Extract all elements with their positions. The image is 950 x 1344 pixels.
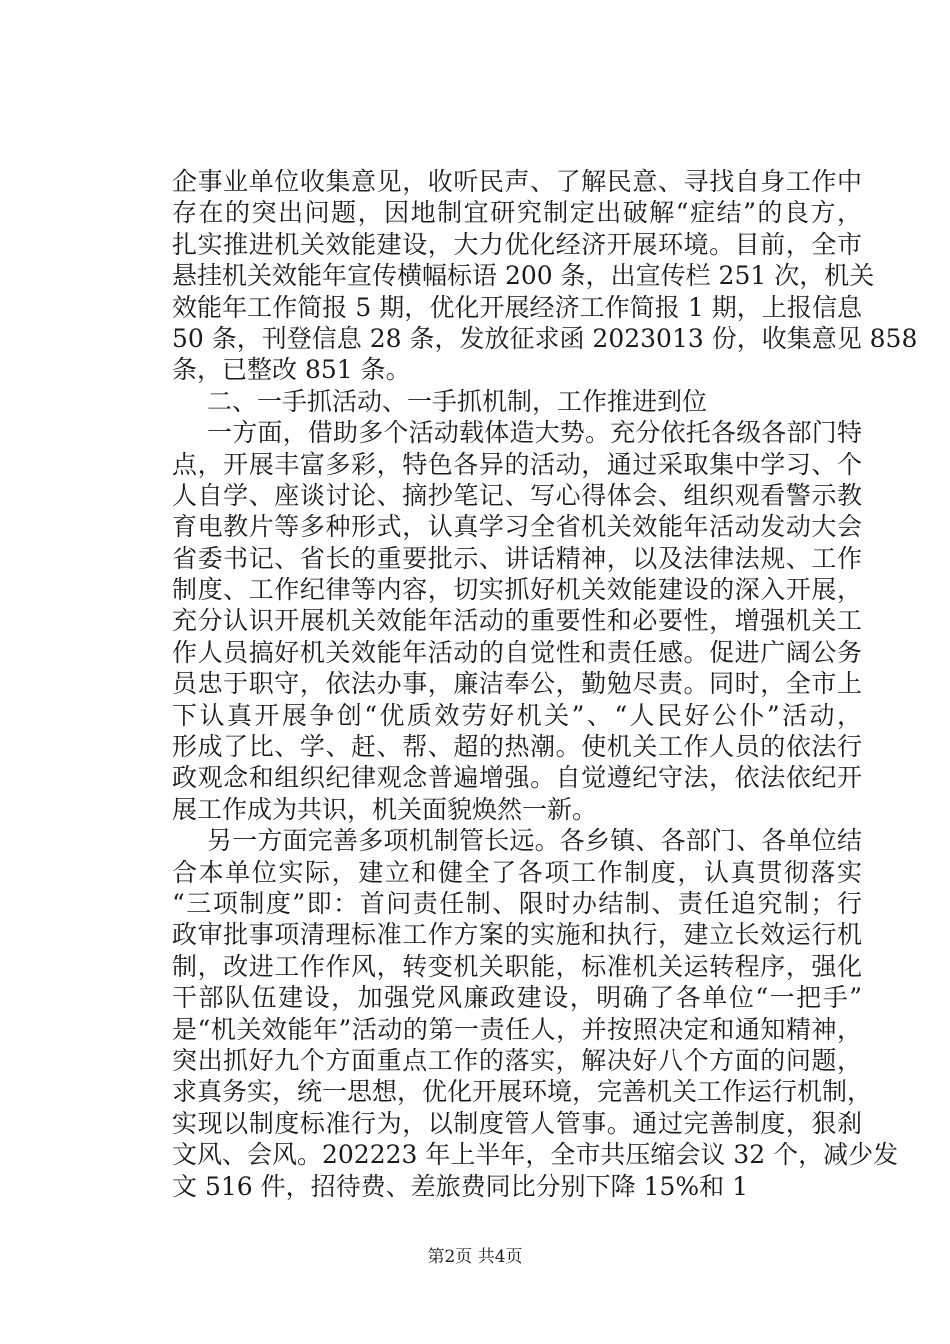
text-line: 省委书记、省长的重要批示、讲话精神，以及法律法规、工作 [172,543,862,573]
text-line: 是“机关效能年”活动的第一责任人，并按照决定和通知精神， [172,1014,862,1044]
text-line: 求真务实，统一思想，优化开展环境，完善机关工作运行机制， [172,1077,873,1107]
text-line: 实现以制度标准行为，以制度管人管事。通过完善制度，狠刹 [172,1108,862,1138]
text-line: 悬挂机关效能年宣传横幅标语 200 条，出宣传栏 251 次，机关 [172,261,875,291]
text-line: 下认真开展争创“优质效劳好机关”、“人民好公仆”活动， [172,700,862,730]
text-line: 员忠于职守，依法办事，廉洁奉公，勤勉尽责。同时，全市上 [172,669,862,699]
text-line: 效能年工作简报 5 期，优化开展经济工作简报 1 期，上报信息 [172,292,862,322]
text-line: 条，已整改 851 条。 [172,355,411,385]
text-line: 文 516 件，招待费、差旅费同比分别下降 15%和 1 [172,1171,748,1201]
text-line: 制，改进工作作风，转变机关职能，标准机关运转程序，强化 [172,951,862,981]
text-line: 另一方面完善多项机制管长远。各乡镇、各部门、各单位结 [207,826,862,856]
text-line: 干部队伍建设，加强党风廉政建设，明确了各单位“一把手” [172,983,862,1013]
text-line: 扎实推进机关效能建设，大力优化经济开展环境。目前，全市 [172,229,862,259]
text-line: “三项制度”即：首问责任制、限时办结制、责任追究制；行 [172,888,862,918]
text-line: 充分认识开展机关效能年活动的重要性和必要性，增强机关工 [172,606,862,636]
text-line: 文风、会风。202223 年上半年，全市共压缩会议 32 个，减少发 [172,1140,899,1170]
text-line: 制度、工作纪律等内容，切实抓好机关效能建设的深入开展， [172,575,862,605]
text-line: 作人员搞好机关效能年活动的自觉性和责任感。促进广阔公务 [172,637,862,667]
document-body [172,166,918,1202]
text-line: 存在的突出问题，因地制宜研究制定出破解“症结”的良方， [172,198,862,228]
text-line: 突出抓好九个方面重点工作的落实，解决好八个方面的问题， [172,1045,862,1075]
text-line: 二、一手抓活动、一手抓机制，工作推进到位 [207,386,708,416]
text-line: 50 条，刊登信息 28 条，发放征求函 2023013 份，收集意见 858 [172,323,918,353]
text-line: 人自学、座谈讨论、摘抄笔记、写心得体会、组织观看警示教 [172,480,862,510]
text-line: 形成了比、学、赶、帮、超的热潮。使机关工作人员的依法行 [172,732,862,762]
text-line: 政审批事项清理标准工作方案的实施和执行，建立长效运行机 [172,920,862,950]
text-line: 企事业单位收集意见，收听民声、了解民意、寻找自身工作中 [172,167,862,196]
text-line: 一方面，借助多个活动载体造大势。充分依托各级各部门特 [207,418,862,448]
text-line: 合本单位实际，建立和健全了各项工作制度，认真贯彻落实 [172,857,862,887]
page-footer: 第2页 共4页 [427,1247,523,1267]
text-line: 点，开展丰富多彩，特色各异的活动，通过采取集中学习、个 [172,449,862,479]
text-line: 政观念和组织纪律观念普遍增强。自觉遵纪守法，依法依纪开 [172,763,862,793]
text-line: 育电教片等多种形式，认真学习全省机关效能年活动发动大会 [172,512,862,542]
text-line: 展工作成为共识，机关面貌焕然一新。 [172,794,598,824]
